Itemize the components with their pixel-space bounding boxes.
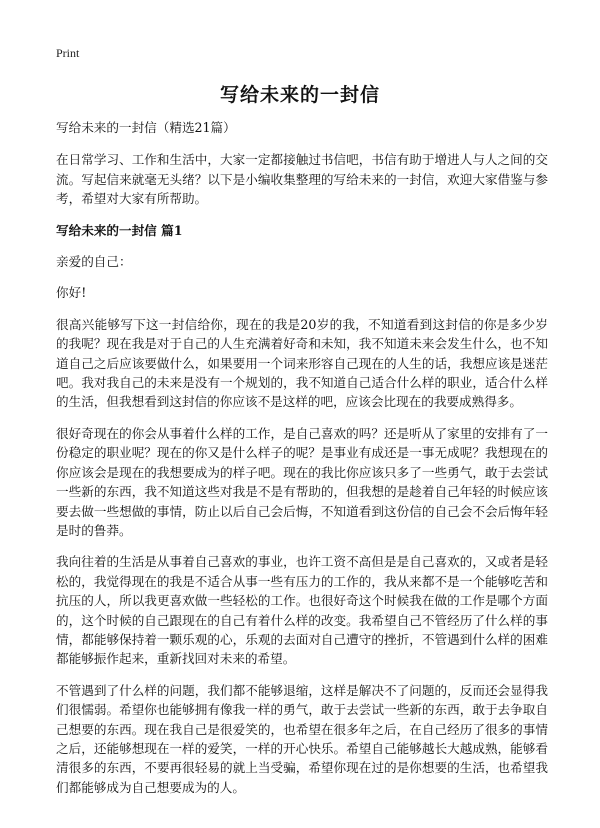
document-subtitle: 写给未来的一封信（精选21篇） [56, 120, 236, 135]
letter-paragraph: 我向往着的生活是从事着自己喜欢的事业，也许工资不高但是是自己喜欢的，又或者是轻松的，我觉得现在的我是不适合从事一些有压力的工作的，我从来都不是一个能够吃苦和抗压的人，所以我更喜欢做一些轻松的工作。也很好奇这个时候我在做的工作是哪个方面的，这个时候的自己跟现在的自己有着什么样的改变。我希望自己不管经历了什么样的事情，都能够保持着一颗乐观的心，乐观的去面对自己遭守的挫折，不管遇到什么样的困难都能够振作起来，重新找回对未来的希望。 [56, 554, 548, 667]
document-body [56, 118, 548, 809]
page-title: 写给未来的一封信 [219, 84, 380, 106]
letter-greeting: 亲爱的自己： [56, 254, 132, 270]
intro-paragraph: 在日常学习、工作和生活中，大家一定都接触过书信吧，书信有助于增进人与人之间的交流。写起信来就毫无头绪？以下是小编收集整理的写给未来的一封信，欢迎大家借鉴与参考，希望对大家有所帮助。 [56, 152, 548, 207]
letter-paragraph: 很高兴能够写下这一封信给你，现在的我是20岁的我，不知道看到这封信的你是多少岁的我呢？现在我是对于自己的人生充满着好奇和未知，我不知道未来会发生什么，也不知道自己之后应该要做什么，如果要用一个词来形容自己现在的人生的话，我想应该是迷茫吧。我对我自己的未来是没有一个规划的，我不知道自己适合什么样的职业，适合什么样的生活，但我想看到这封信的你应该不是这样的吧，应该会比现在的我要成熟得多。 [56, 316, 548, 410]
letter-paragraph: 不管遇到了什么样的问题，我们都不能够退缩，这样是解决不了问题的，反而还会显得我们很懦弱。希望你也能够拥有像我一样的勇气，敢于去尝试一些新的东西，敢于去争取自己想要的东西。现在我自己是很爱笑的，也希望在很多年之后，在自己经历了很多的事情之后，还能够想现在一样的爱笑，一样的开心快乐。希望自己能够越长大越成熟，能够看清很多的东西，不要再很轻易的就上当受骗，希望你现在过的是你想要的生活，也希望我们都能够成为自己想要成为的人。 [56, 682, 548, 795]
print-link[interactable]: Print [56, 46, 80, 60]
section-heading: 写给未来的一封信 篇1 [56, 222, 183, 238]
letter-hello: 你好! [56, 285, 87, 301]
letter-paragraph: 很好奇现在的你会从事着什么样的工作，是自己喜欢的吗？还是听从了家里的安排有了一份稳定的职业呢？现在的你又是什么样子的呢？是事业有成还是一事无成呢？我想现在的你应该会是现在的我想要成为的样子吧。现在的我比你应该只多了一些勇气，敢于去尝试一些新的东西，我不知道这些对我是不是有帮助的，但我想的是趁着自己年轻的时候应该要去做一些想做的事情，防止以后自己会后悔，不知道看到这份信的自己会不会后悔年轻是时的鲁莽。 [56, 425, 548, 538]
